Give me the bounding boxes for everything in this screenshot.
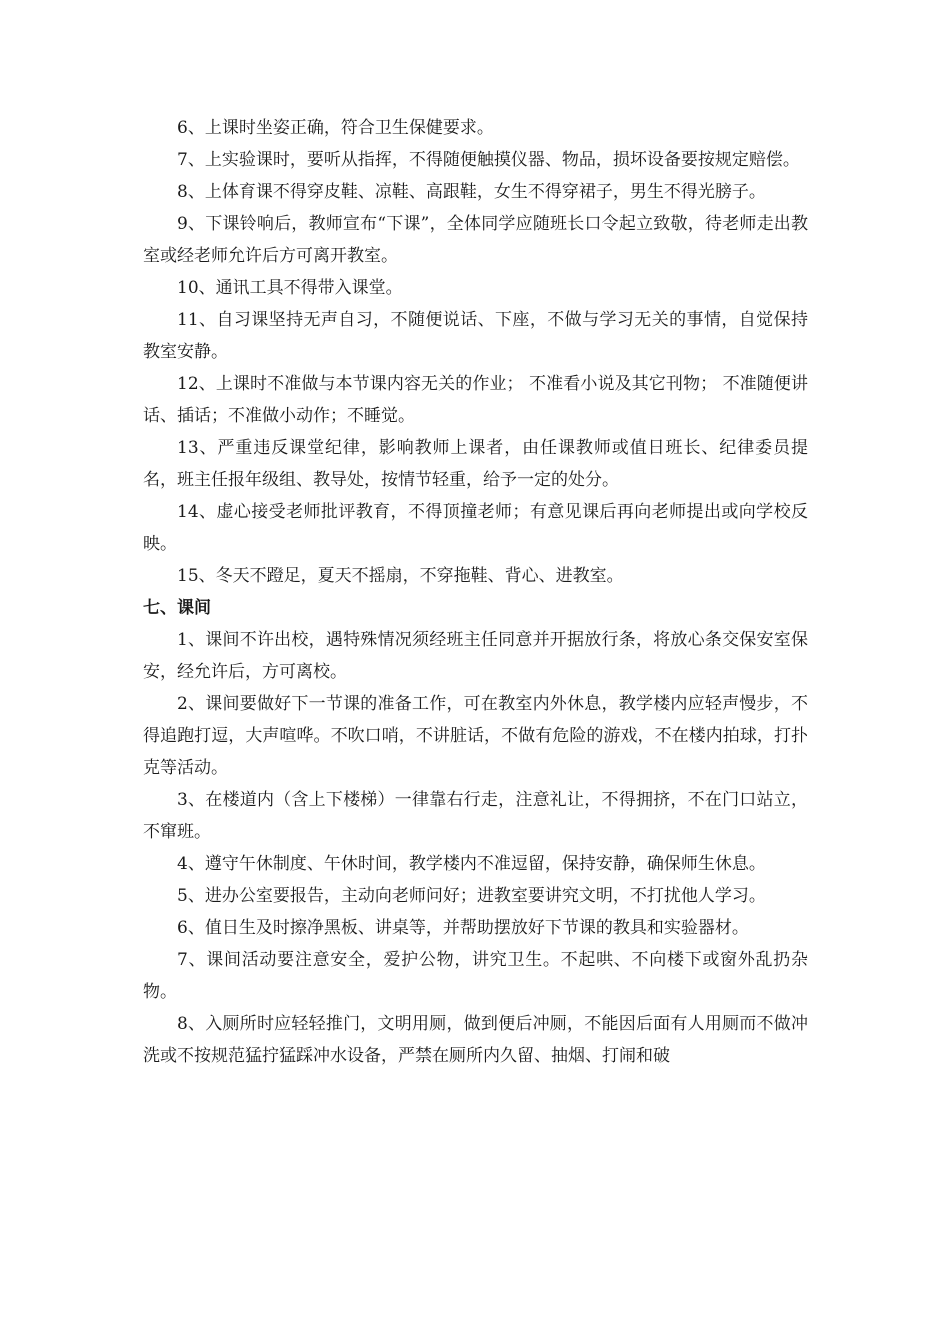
rule-6-14: 14、虚心接受老师批评教育，不得顶撞老师；有意见课后再向老师提出或向学校反映。 <box>143 502 808 554</box>
rule-6-15: 15、冬天不蹬足，夏天不摇扇，不穿拖鞋、背心、进教室。 <box>177 566 624 586</box>
rule-6-7: 7、上实验课时，要听从指挥，不得随便触摸仪器、物品，损坏设备要按规定赔偿。 <box>177 150 800 170</box>
section-heading: 七、课间 <box>143 598 211 618</box>
rule-7-7: 7、课间活动要注意安全，爱护公物，讲究卫生。不起哄、不向楼下或窗外乱扔杂物。 <box>143 950 808 1002</box>
rule-6-11: 11、自习课坚持无声自习，不随便说话、下座，不做与学习无关的事情，自觉保持教室安静。 <box>143 310 808 362</box>
rule-6-10: 10、通讯工具不得带入课堂。 <box>177 278 403 298</box>
rule-7-5: 5、进办公室要报告，主动向老师问好；进教室要讲究文明，不打扰他人学习。 <box>177 886 766 906</box>
rule-6-13: 13、严重违反课堂纪律，影响教师上课者，由任课教师或值日班长、纪律委员提名，班主任报年级组、教导处，按情节轻重，给予一定的处分。 <box>143 438 808 490</box>
rule-7-8: 8、入厕所时应轻轻推门，文明用厕，做到便后冲厕，不能因后面有人用厕而不做冲洗或不按规范猛拧猛踩冲水设备，严禁在厕所内久留、抽烟、打闹和破 <box>143 1014 808 1066</box>
rule-7-2: 2、课间要做好下一节课的准备工作，可在教室内外休息，教学楼内应轻声慢步，不得追跑打逗，大声喧哗。不吹口哨，不讲脏话，不做有危险的游戏，不在楼内拍球，打扑克等活动。 <box>143 694 808 778</box>
rule-6-9: 9、下课铃响后，教师宣布“下课”，全体同学应随班长口令起立致敬，待老师走出教室或经老师允许后方可离开教室。 <box>143 214 808 266</box>
rule-6-8: 8、上体育课不得穿皮鞋、凉鞋、高跟鞋，女生不得穿裙子，男生不得光膀子。 <box>177 182 766 202</box>
rule-7-6: 6、值日生及时擦净黑板、讲桌等，并帮助摆放好下节课的教具和实验器材。 <box>177 918 749 938</box>
rule-6-6: 6、上课时坐姿正确，符合卫生保健要求。 <box>177 118 494 138</box>
rule-7-1: 1、课间不许出校，遇特殊情况须经班主任同意并开据放行条，将放心条交保安室保安，经允许后，方可离校。 <box>143 630 808 682</box>
document-page <box>143 112 808 1072</box>
rule-7-3: 3、在楼道内（含上下楼梯）一律靠右行走，注意礼让，不得拥挤，不在门口站立，不窜班。 <box>143 790 808 842</box>
rule-7-4: 4、遵守午休制度、午休时间，教学楼内不准逗留，保持安静，确保师生休息。 <box>177 854 766 874</box>
rule-6-12: 12、上课时不准做与本节课内容无关的作业； 不准看小说及其它刊物； 不准随便讲话、插话；不准做小动作；不睡觉。 <box>143 374 808 426</box>
